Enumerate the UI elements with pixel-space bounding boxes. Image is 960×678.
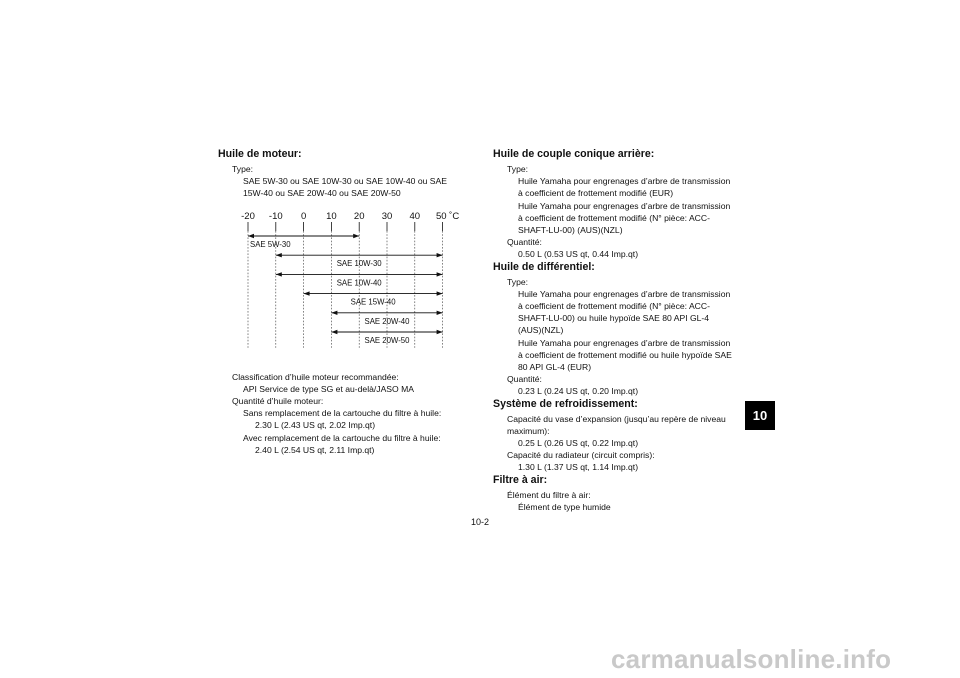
air-element-label: Élément du filtre à air: [507, 489, 591, 500]
tick-label: 30 [381, 211, 393, 222]
reservoir-capacity-value: 0.25 L (0.26 US qt, 0.22 Imp.qt) [518, 438, 639, 449]
range-arrow-left [304, 291, 310, 295]
watermark-text: carmanualsonline.info [611, 644, 892, 674]
tick-label: 50 ˚C [435, 211, 460, 222]
diff-type-line: à coefficient de frottement modifié ou huile hypoïde SAE [518, 349, 732, 360]
oil-viscosity-chart [232, 207, 472, 357]
tick-label: 40 [409, 211, 421, 222]
tick-label: 10 [326, 211, 337, 222]
tick-label: 20 [353, 211, 365, 222]
with-filter-label: Avec remplacement de la cartouche du filtre à huile: [243, 432, 441, 443]
type-line: SAE 5W-30 ou SAE 10W-30 ou SAE 10W-40 ou SAE [243, 176, 447, 187]
radiator-capacity-label: Capacité du radiateur (circuit compris): [507, 450, 655, 461]
tick-label: -10 [268, 211, 283, 222]
series-label: SAE 15W-40 [350, 297, 396, 307]
range-arrow-right [437, 291, 443, 295]
engine-oil-title: Huile de moteur: [218, 148, 302, 160]
specs-right-column [495, 148, 750, 513]
cooling-system-title: Système de refroidissement: [493, 397, 638, 410]
range-arrow-left [331, 330, 337, 334]
series-range-3 [304, 291, 443, 306]
rear-type-label: Type: [507, 164, 529, 174]
series-label: SAE 10W-30 [336, 259, 382, 269]
rear-type-line: à coefficient de frottement modifié (EUR) [518, 188, 674, 199]
range-arrow-left [276, 272, 282, 276]
rear-quantity-value: 0.50 L (0.53 US qt, 0.44 Imp.qt) [518, 249, 639, 260]
quantity-label: Quantité d’huile moteur: [232, 396, 324, 407]
rear-type-line: Huile Yamaha pour engrenages d’arbre de transmission [518, 176, 731, 187]
diff-type-line: Huile Yamaha pour engrenages d’arbre de transmission [518, 288, 731, 299]
diff-quantity-value: 0.23 L (0.24 US qt, 0.20 Imp.qt) [518, 386, 639, 397]
air-filter-title: Filtre à air: [493, 473, 548, 486]
range-arrow-right [437, 330, 443, 334]
series-label: SAE 10W-40 [336, 278, 382, 288]
range-arrow-right [437, 311, 443, 315]
differential-oil-title: Huile de différentiel: [493, 260, 595, 273]
chapter-tab: 10 [745, 401, 775, 430]
series-range-5 [331, 330, 442, 345]
range-arrow-left [276, 253, 282, 257]
range-arrow-left [248, 234, 254, 238]
range-arrow-right [353, 234, 359, 238]
diff-type-line: 80 API GL-4 (EUR) [518, 362, 592, 373]
range-arrow-right [437, 272, 443, 276]
diff-type-line: à coefficient de frottement modifié (N° pièce: ACC- [518, 301, 710, 312]
type-line: 15W-40 ou SAE 20W-40 ou SAE 20W-50 [243, 188, 401, 199]
range-arrow-left [331, 311, 337, 315]
tick-label: -20 [241, 211, 255, 222]
series-range-2 [276, 272, 443, 287]
series-range-4 [331, 311, 442, 326]
radiator-capacity-value: 1.30 L (1.37 US qt, 1.14 Imp.qt) [518, 462, 639, 473]
tick-label: 0 [300, 211, 307, 222]
without-filter-label: Sans remplacement de la cartouche du filtre à huile: [243, 408, 442, 419]
type-label: Type: [232, 164, 254, 174]
diff-quantity-label: Quantité: [507, 374, 542, 385]
rear-gear-oil-title: Huile de couple conique arrière: [493, 148, 655, 160]
series-label: SAE 20W-40 [364, 316, 410, 326]
diff-type-label: Type: [507, 276, 529, 287]
classification-label: Classification d’huile moteur recommandée: [232, 371, 399, 382]
diff-type-line: SHAFT-LU-00) ou huile hypoïde SAE 80 API GL-4 [518, 313, 710, 324]
without-filter-value: 2.30 L (2.43 US qt, 2.02 Imp.qt) [255, 420, 376, 431]
with-filter-value: 2.40 L (2.54 US qt, 2.11 Imp.qt) [255, 444, 375, 455]
air-element-value: Élément de type humide [518, 501, 611, 512]
rear-quantity-label: Quantité: [507, 237, 542, 248]
page-number: 10-2 [471, 517, 490, 527]
range-arrow-right [437, 253, 443, 257]
reservoir-capacity-label: maximum): [507, 425, 550, 436]
reservoir-capacity-label: Capacité du vase d’expansion (jusqu’au repère de niveau [507, 413, 726, 424]
rear-type-line: Huile Yamaha pour engrenages d’arbre de transmission [518, 200, 731, 211]
rear-type-line: SHAFT-LU-00) (AUS)(NZL) [518, 225, 623, 236]
series-range-1 [276, 253, 443, 268]
series-label: SAE 5W-30 [250, 240, 291, 249]
series-label: SAE 20W-50 [364, 336, 410, 345]
rear-type-line: à coefficient de frottement modifié (N° pièce: ACC- [518, 212, 710, 223]
diff-type-line: Huile Yamaha pour engrenages d’arbre de transmission [518, 337, 731, 348]
classification-value: API Service de type SG et au-delà/JASO MA [243, 383, 414, 394]
diff-type-line: (AUS)(NZL) [518, 325, 564, 336]
